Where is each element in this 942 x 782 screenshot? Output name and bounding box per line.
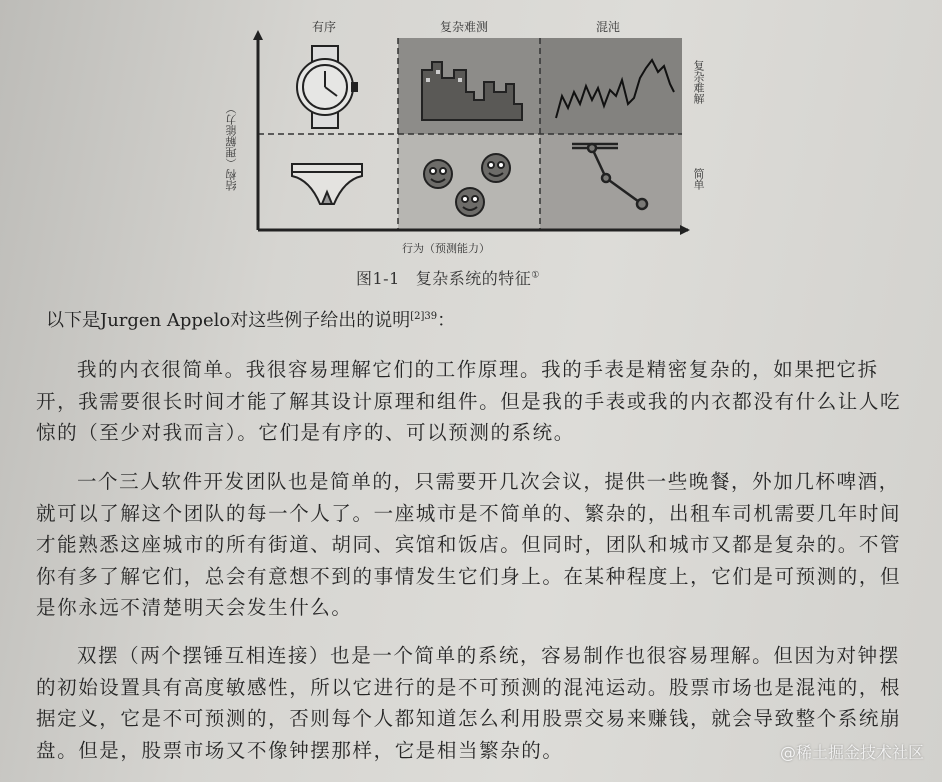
paragraph-text: 双摆（两个摆锤互相连接）也是一个简单的系统，容易制作也很容易理解。但因为对钟摆的初始设置具有高度敏感性，所以它进行的是不可预测的混沌运动。股票市场也是混沌的，根据定义，它是不可预测的，否则每个人都知道怎么利用股票交易来赚钱，就会导致整个系统崩盘。但是，股票市场又不像钟摆那样，它是相当繁杂的。 [36, 644, 902, 762]
wristwatch-icon [297, 46, 357, 128]
x-axis-arrow [680, 225, 690, 235]
intro-text: 以下是Jurgen Appelo对这些例子给出的说明 [46, 310, 411, 331]
caption-text: 复杂系统的特征 [415, 269, 532, 288]
paragraph-text: 一个三人软件开发团队也是简单的，只需要开几次会议，提供一些晚餐，外加几杯啤酒，就可以了解这个团队的每一个人了。一座城市是不简单的、繁杂的，出租车司机需要几年时间才能熟悉这座城市的所有街道、胡同、宾馆和饭店。但同时，团队和城市又都是复杂的。不管你有多了解它们，总会有意想不到的事情发生它们身上。在某种程度上，它们是可预测的，但是你永远不清楚明天会发生什么。 [36, 470, 902, 619]
caption-footnote: ① [531, 270, 540, 281]
underwear-icon [292, 164, 362, 204]
col-label-chaotic: 混沌 [596, 20, 621, 34]
y-axis-arrow [253, 30, 263, 40]
y-axis-label: 结构（理解能力） [225, 103, 238, 191]
row-label-simple: 简单 [692, 168, 705, 190]
intro-reference: [2]39 [410, 311, 438, 322]
paragraph-1 [36, 354, 912, 449]
col-label-complex-unpredictable: 复杂难测 [440, 20, 489, 34]
watermark: @稀土掘金技术社区 [779, 743, 924, 762]
intro-line [46, 306, 455, 332]
row-label-complex: 复杂难解 [692, 60, 705, 104]
paragraph-2 [36, 466, 912, 624]
figure-complexity-grid [222, 8, 722, 258]
intro-tail: ： [437, 310, 456, 331]
x-axis-label: 行为（预测能力） [402, 242, 490, 255]
paragraph-text: 我的内衣很简单。我很容易理解它们的工作原理。我的手表是精密复杂的，如果把它拆开，我需要很长时间才能了解其设计原理和组件。但是我的手表或我的内衣都没有什么让人吃惊的（至少对我而言）。它们是有序的、可以预测的系统。 [36, 358, 902, 444]
col-label-ordered: 有序 [312, 20, 337, 34]
cell-complex-chaotic-shade [540, 38, 682, 134]
figure-caption [356, 266, 540, 289]
caption-number: 图1-1 [356, 269, 400, 288]
grid-drawing [222, 8, 722, 258]
